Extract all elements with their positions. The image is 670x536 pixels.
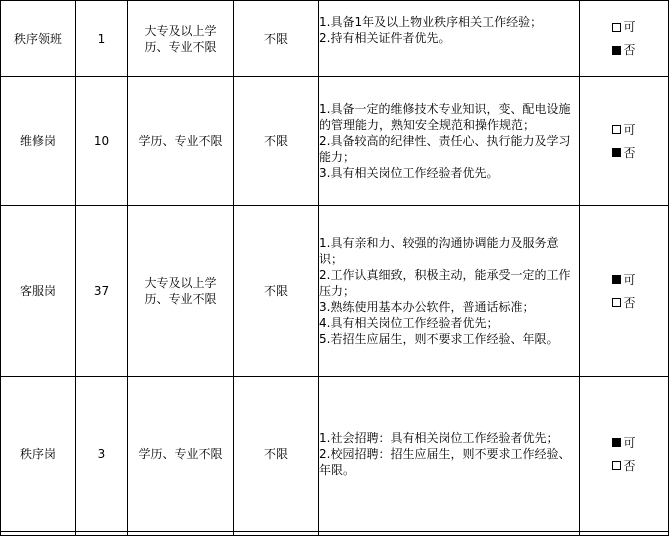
option-label: 否 bbox=[623, 458, 636, 473]
checkbox-no bbox=[612, 298, 621, 307]
count-cell: 1 bbox=[76, 1, 128, 77]
option-label: 可 bbox=[623, 435, 636, 450]
options-cell bbox=[580, 377, 669, 532]
option-can bbox=[580, 435, 668, 451]
option-no bbox=[580, 458, 668, 474]
education-cell bbox=[128, 206, 234, 377]
requirement-line: 2.持有相关证件者优先。 bbox=[319, 31, 451, 45]
education-cell: 学历、专业不限 bbox=[128, 77, 234, 206]
option-label: 可 bbox=[623, 20, 636, 34]
requirements-cell bbox=[319, 377, 580, 532]
checkbox-can bbox=[612, 438, 621, 447]
requirement-line: 1.社会招聘：具有相关岗位工作经验者优先； bbox=[319, 431, 559, 445]
requirement-line: 3.熟练使用基本办公软件，普通话标准； bbox=[319, 300, 535, 314]
checkbox-can bbox=[612, 23, 621, 32]
options-cell bbox=[580, 77, 669, 206]
other-cell: 不限 bbox=[234, 1, 319, 77]
table-row bbox=[1, 377, 669, 532]
requirement-line: 1.具有亲和力、较强的沟通协调能力及服务意识； bbox=[319, 236, 559, 266]
count-cell: 37 bbox=[76, 206, 128, 377]
education-text: 大专及以上学历、专业不限 bbox=[144, 23, 217, 54]
count-cell: 10 bbox=[76, 77, 128, 206]
requirements-cell bbox=[319, 77, 580, 206]
options-cell bbox=[580, 206, 669, 377]
option-no bbox=[580, 295, 668, 311]
option-can bbox=[580, 19, 668, 35]
other-cell: 不限 bbox=[234, 206, 319, 377]
position-cell: 秩序领班 bbox=[1, 1, 76, 77]
other-cell: 不限 bbox=[234, 77, 319, 206]
requirements-cell bbox=[319, 206, 580, 377]
requirement-line: 4.具有相关岗位工作经验者优先； bbox=[319, 316, 499, 330]
option-label: 可 bbox=[623, 122, 636, 137]
checkbox-can bbox=[612, 275, 621, 284]
option-no bbox=[580, 145, 668, 161]
position-cell: 维修岗 bbox=[1, 77, 76, 206]
position-cell: 客服岗 bbox=[1, 206, 76, 377]
checkbox-no bbox=[612, 148, 621, 157]
option-label: 否 bbox=[623, 43, 636, 57]
requirements-cell bbox=[319, 1, 580, 77]
education-cell: 学历、专业不限 bbox=[128, 377, 234, 532]
table-row bbox=[1, 77, 669, 206]
option-no bbox=[580, 42, 668, 58]
requirement-line: 5.若招生应届生，则不要求工作经验、年限。 bbox=[319, 332, 559, 346]
option-label: 可 bbox=[623, 272, 636, 287]
options-cell bbox=[580, 1, 669, 77]
requirement-line: 2.具备较高的纪律性、责任心、执行能力及学习能力； bbox=[319, 134, 571, 164]
option-label: 否 bbox=[623, 145, 636, 160]
education-text: 大专及以上学历、专业不限 bbox=[144, 276, 217, 306]
requirement-line: 2.校园招聘：招生应届生，则不要求工作经验、年限。 bbox=[319, 447, 571, 477]
position-cell: 秩序岗 bbox=[1, 377, 76, 532]
requirement-line: 1.具备一定的维修技术专业知识，变、配电设施的管理能力，熟知安全规范和操作规范； bbox=[319, 102, 571, 132]
checkbox-no bbox=[612, 461, 621, 470]
count-cell: 3 bbox=[76, 377, 128, 532]
requirement-line: 2.工作认真细致，积极主动，能承受一定的工作压力； bbox=[319, 268, 571, 298]
requirement-line: 3.具有相关岗位工作经验者优先。 bbox=[319, 166, 499, 180]
education-cell bbox=[128, 1, 234, 77]
requirement-line: 1.具备1年及以上物业秩序相关工作经验； bbox=[319, 15, 543, 29]
table-row bbox=[1, 206, 669, 377]
checkbox-can bbox=[612, 125, 621, 134]
table-row bbox=[1, 1, 669, 77]
other-cell: 不限 bbox=[234, 377, 319, 532]
checkbox-no bbox=[612, 46, 621, 55]
option-can bbox=[580, 272, 668, 288]
option-can bbox=[580, 122, 668, 138]
option-label: 否 bbox=[623, 295, 636, 310]
